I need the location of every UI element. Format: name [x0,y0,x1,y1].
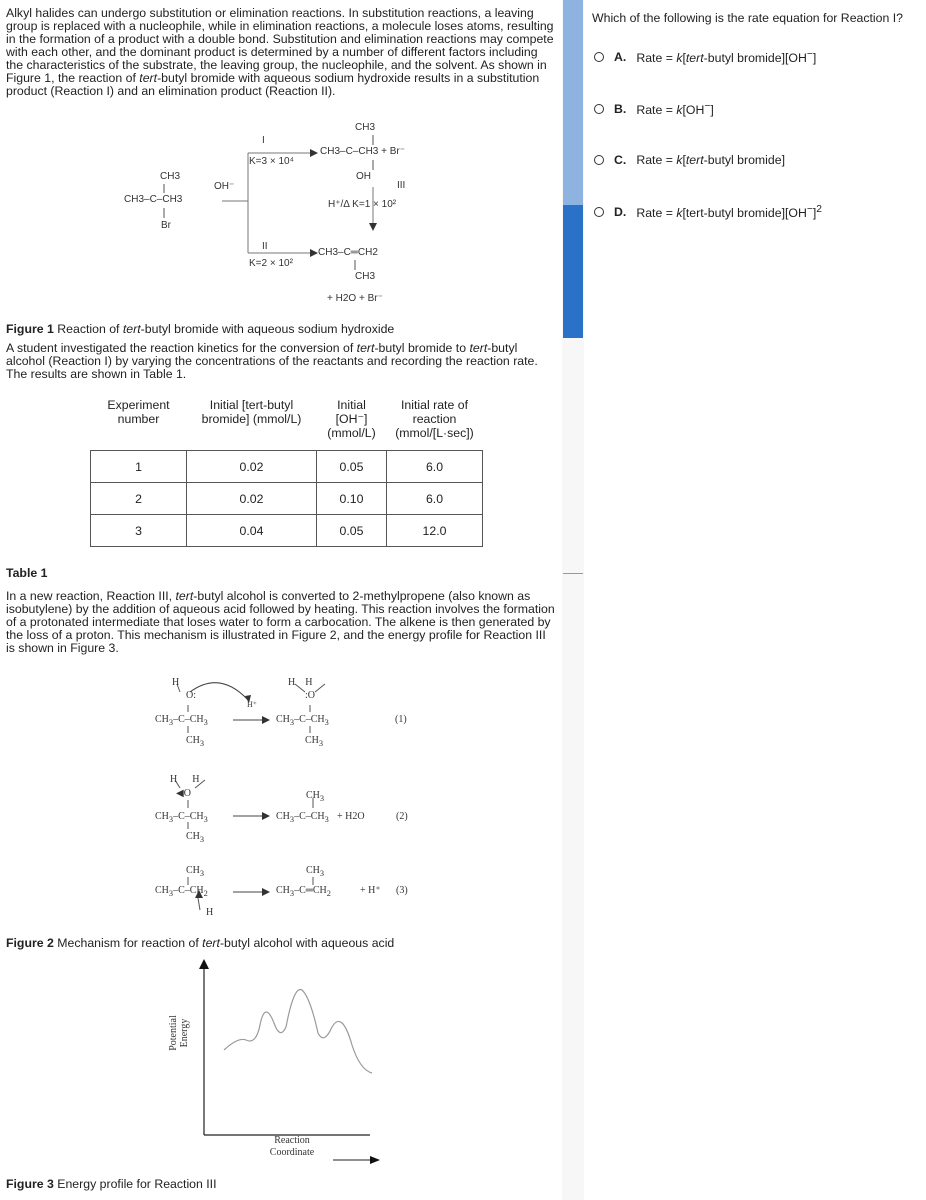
table-1 [90,398,483,547]
step-2-label: (2) [396,811,408,822]
reaction-2-label: II [262,241,268,252]
option-b-text: Rate = k[OH−] [636,101,714,118]
option-b[interactable] [594,101,714,117]
cell: 0.02 [187,483,317,515]
oh-reagent: OH⁻ [214,181,235,192]
option-letter: A. [614,50,627,65]
table-row [91,483,483,515]
cell: 2 [91,483,187,515]
table-row [91,515,483,547]
passage-panel: Alkyl halides can undergo substitution or elimination reactions. In substitution reactions, a leaving group is replaced with a nucleophile, while in elimination reactions, a molecule loses atoms, resulting in the formation of a product with a double bond. Substitution and elimination reactions may compete with each other, and the dominant product is determined by a number of different factors including the characteristics of the substrate, the leaving group, the nucleophile, and the solvent. As shown in Figure 1, the reaction of tert-butyl bromide with aqueous sodium hydroxide results in a substitution product (Reaction I) and an elimination product (Reaction II). CH3 CH3–C–CH3 Br OH⁻ I K=3 × 10⁴ II K=2 × 10² CH3 CH3–C–CH3 + Br⁻ OH III H⁺/Δ K=1 × 10² CH3–C═CH2 CH3 + H2O + Br⁻ Figure 1 Reaction of tert-butyl bromide with aqueous sodium hydroxide A student investigated the reaction kinetics for the conversion of tert-butyl bromide to tert-butyl alcohol (Reaction I) by varying the concentrations of the reactants and recording the reaction rate. The results are shown in Table 1. Experiment number Initial [tert-butyl bromide] (mmol/L) Initial [OH⁻] (mmol/L) Initial rate of reaction (mmol/[L·sec]) 1 0.02 0.05 6.0 2 0.02 0.10 6.0 3 0.04 0.05 12.0 Table 1 In a new reaction, Reaction III, tert-butyl alcohol is converted to 2-methylpropene (also known as isobutylene) by the addition of aqueous acid followed by heating. This reaction involves the formation of a protonated intermediate that loses water to form a carbocation. The alkene is then generated by the loss of a proton. This mechanism is illustrated in Figure 2, and the energy profile for Reaction III is shown in Figure 3. H O: $CH_3-C-CH_3$ $CH_3$ H⁺ H H :O $CH_3-C-CH_3$ $CH_3$ (1) H H ◀O $CH_3-C-CH_3$ $CH_3$ $CH_3$ $CH_3-C-CH_3$ + H2O (2) $CH_3$ $CH_3-C-CH_2$ H $CH_3$ $CH_3-C═CH_2$ + H⁺ (3) Figure 2 Mechanism for reaction of tert-butyl alcohol with aqueous acid Potential Energy Reaction Coordinate Figure 3 Energy profile for Reaction III [0,0,562,1200]
radio-icon[interactable] [594,155,604,165]
option-d[interactable] [594,204,822,220]
cell: 6.0 [387,483,483,515]
option-a[interactable] [594,49,816,65]
option-c[interactable] [594,153,785,167]
cell: 0.02 [187,451,317,483]
intro-paragraph: Alkyl halides can undergo substitution or elimination reactions. In substitution reactions, a leaving group is replaced with a nucleophile, while in elimination reactions, a molecule loses atoms, resulting in the formation of a product with a double bond. Substitution and elimination reactions may compete with each other, and the dominant product is determined by a number of different factors including the characteristics of the substrate, the leaving group, the nucleophile, and the solvent. As shown in Figure 1, the reaction of tert-butyl bromide with aqueous sodium hydroxide results in a substitution product (Reaction I) and an elimination product (Reaction II). [6,6,554,98]
option-d-text: Rate = k[tert-butyl $bromide][OH^-]^2$ [636,204,822,221]
cell: 3 [91,515,187,547]
reactant-bottom: Br [161,220,171,231]
product-2-main: CH3–C═CH2 [318,247,378,258]
reactant-top: CH3 [160,171,181,182]
option-a-text: Rate = k[tert-butyl bromide][OH−] [636,49,817,66]
energy-curve [224,989,372,1073]
figure-3-caption: Figure 3 Energy profile for Reaction III [6,1177,217,1191]
cell: 0.05 [317,515,387,547]
product-2-bottom: CH3 [355,271,376,282]
header-experiment: Experiment number [107,398,170,426]
step-3-label: (3) [396,885,408,896]
reactant-main: CH3–C–CH3 [124,194,183,205]
water-product: + H2O [337,811,365,822]
hplus-reagent: H⁺ [247,700,257,709]
reaction-2-k: K=2 × 10² [249,258,293,269]
cell: 12.0 [387,515,483,547]
cell: 6.0 [387,451,483,483]
radio-icon[interactable] [594,52,604,62]
table-1-label: Table 1 [6,566,48,580]
divider [563,573,583,574]
cell: 0.04 [187,515,317,547]
reaction-1-label: I [262,135,265,146]
header-rate: Initial rate of reaction (mmol/[L·sec]) [395,398,474,440]
radio-icon[interactable] [594,207,604,217]
proton-product: + H⁺ [360,885,381,896]
table-row [91,451,483,483]
y-axis-label: Potential Energy [168,1015,190,1051]
product-1-bottom: OH [356,171,371,182]
radio-icon[interactable] [594,104,604,114]
kinetics-paragraph: A student investigated the reaction kinetics for the conversion of tert-butyl bromide to tert-butyl alcohol (Reaction I) by varying the concentrations of the reactants and recording the reaction rate. The results are shown in Table 1. [6,341,538,381]
scrollbar-thumb[interactable] [563,0,583,205]
cell: 0.05 [317,451,387,483]
reaction-3-label: III [397,180,406,191]
reaction-1-k: K=3 × 10⁴ [249,156,294,167]
cell: 1 [91,451,187,483]
figure-2-caption: Figure 2 Mechanism for reaction of tert-butyl alcohol with aqueous acid [6,936,395,950]
reaction-3-k: H⁺/Δ K=1 × 10² [328,199,397,210]
figure-1-caption: Figure 1 Reaction of tert-butyl bromide with aqueous sodium hydroxide [6,322,395,336]
option-letter: C. [614,153,627,167]
question-prompt: Which of the following is the rate equation for Reaction I? [592,11,904,25]
product-1-top: CH3 [355,122,376,133]
question-panel [584,0,926,1200]
product-1-main: CH3–C–CH3 + Br⁻ [320,146,406,157]
option-c-text: Rate = k[tert-butyl bromide] [636,153,786,167]
header-bromide: Initial [tert-butyl bromide] (mmol/L) [201,398,302,426]
x-axis-label: Reaction Coordinate [269,1135,315,1158]
reaction-3-paragraph: In a new reaction, Reaction III, tert-butyl alcohol is converted to 2-methylpropene (also known as isobutylene) by the addition of aqueous acid followed by heating. This reaction involves the formation of a protonated intermediate that loses water to form a carbocation. The alkene is then generated by the loss of a proton. This mechanism is illustrated in Figure 2, and the energy profile for Reaction III is shown in Figure 3. [6,589,555,655]
option-letter: B. [614,102,627,117]
product-2-extra: + H2O + Br⁻ [327,293,383,304]
header-oh: Initial [OH⁻] (mmol/L) [327,398,376,440]
cell: 0.10 [317,483,387,515]
step-1-label: (1) [395,714,407,725]
option-letter: D. [614,205,627,220]
